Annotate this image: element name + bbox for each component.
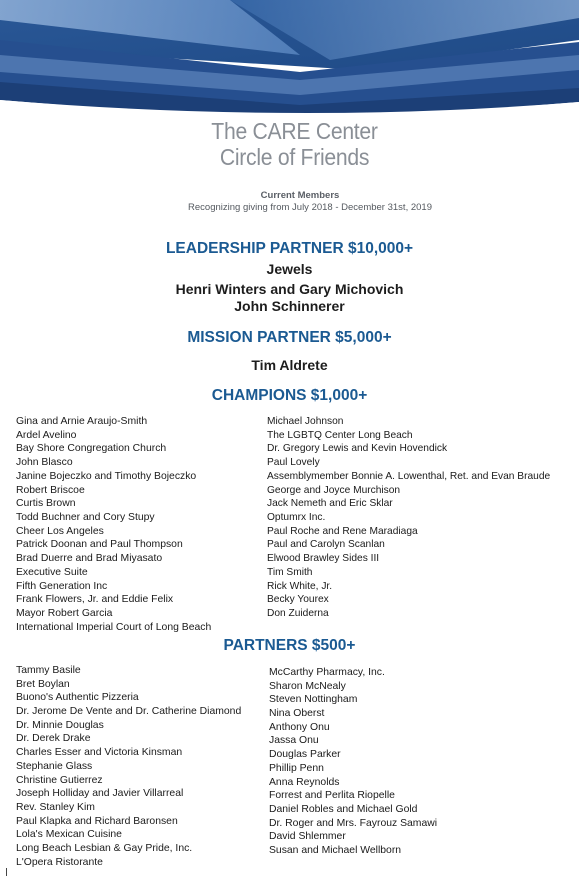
list-item: Nina Oberst <box>269 708 325 720</box>
partners-list-right <box>269 666 437 858</box>
document-title-line2: Circle of Friends <box>219 144 370 170</box>
list-item: Assemblymember Bonnie A. Lowenthal, Ret. and Evan Braude <box>267 470 551 482</box>
leadership-name: Jewels <box>266 261 313 277</box>
list-item: David Shlemmer <box>269 831 346 843</box>
list-item: Jassa Onu <box>269 735 319 747</box>
list-item: Robert Briscoe <box>16 484 85 496</box>
list-item: Long Beach Lesbian & Gay Pride, Inc. <box>16 842 193 854</box>
list-item: Paul Roche and Rene Maradiaga <box>267 525 418 537</box>
list-item: Paul Lovely <box>267 457 320 469</box>
list-item: Douglas Parker <box>269 749 341 761</box>
list-item: Becky Yourex <box>267 594 329 606</box>
list-item: Tim Smith <box>267 566 313 578</box>
list-item: Bret Boylan <box>16 678 70 690</box>
leadership-name: Henri Winters and Gary Michovich <box>175 281 404 297</box>
list-item: L'Opera Ristorante <box>16 856 103 868</box>
list-item: Rick White, Jr. <box>267 580 333 592</box>
list-item: Michael Johnson <box>267 416 344 427</box>
list-item: Brad Duerre and Brad Miyasato <box>16 553 163 565</box>
list-item: Patrick Doonan and Paul Thompson <box>16 539 183 551</box>
list-item: Todd Buchner and Cory Stupy <box>16 512 155 524</box>
champions-list-left <box>16 415 211 635</box>
list-item: Rev. Stanley Kim <box>16 801 95 813</box>
tier-heading-partners: PARTNERS $500+ <box>223 637 356 654</box>
list-item: Buono's Authentic Pizzeria <box>16 692 139 704</box>
leadership-name: John Schinnerer <box>234 298 345 314</box>
list-item: Anna Reynolds <box>269 776 340 788</box>
list-item: International Imperial Court of Long Beach <box>16 621 212 633</box>
list-item: Don Zuiderna <box>267 608 329 620</box>
list-item: Dr. Minnie Douglas <box>16 719 104 731</box>
list-item: Mayor Robert Garcia <box>16 608 113 620</box>
list-item: Executive Suite <box>16 566 88 578</box>
list-item: Stephanie Glass <box>16 760 93 772</box>
document-title-line1: The CARE Center <box>211 118 378 144</box>
list-item: Optumrx Inc. <box>267 512 326 524</box>
mission-name: Tim Aldrete <box>251 357 328 373</box>
list-item: Paul and Carolyn Scanlan <box>267 539 385 551</box>
list-item: Dr. Gregory Lewis and Kevin Hovendick <box>267 443 448 455</box>
list-item: Christine Gutierrez <box>16 774 103 786</box>
header-banner <box>0 0 579 125</box>
list-item: Phillip Penn <box>269 762 324 774</box>
list-item: Jack Nemeth and Eric Sklar <box>267 498 393 510</box>
list-item: Fifth Generation Inc <box>16 580 108 592</box>
list-item: Paul Klapka and Richard Baronsen <box>16 815 178 827</box>
list-item: Dr. Jerome De Vente and Dr. Catherine Diamond <box>16 706 242 718</box>
list-item: Gina and Arnie Araujo-Smith <box>16 416 148 427</box>
partners-list-left <box>16 664 241 869</box>
list-item: John Blasco <box>16 457 73 469</box>
list-item: Sharon McNealy <box>269 680 346 692</box>
list-item: Janine Bojeczko and Timothy Bojeczko <box>16 470 197 482</box>
list-item: Tammy Basile <box>16 665 81 676</box>
list-item: Elwood Brawley Sides III <box>267 553 380 565</box>
tier-heading-mission: MISSION PARTNER $5,000+ <box>187 329 392 346</box>
list-item: Joseph Holliday and Javier Villarreal <box>16 788 184 800</box>
list-item: Dr. Roger and Mrs. Fayrouz Samawi <box>269 817 438 829</box>
list-item: McCarthy Pharmacy, Inc. <box>269 667 385 678</box>
list-item: Bay Shore Congregation Church <box>16 443 167 455</box>
list-item: George and Joyce Murchison <box>267 484 401 496</box>
list-item: Curtis Brown <box>16 498 76 510</box>
list-item: Frank Flowers, Jr. and Eddie Felix <box>16 594 174 606</box>
list-item: Cheer Los Angeles <box>16 525 104 537</box>
list-item: Daniel Robles and Michael Gold <box>269 803 418 815</box>
tier-heading-champions: CHAMPIONS $1,000+ <box>211 387 368 404</box>
list-item: Dr. Derek Drake <box>16 733 91 745</box>
champions-list-right <box>267 415 550 621</box>
list-item: Charles Esser and Victoria Kinsman <box>16 747 183 759</box>
list-item: Forrest and Perlita Riopelle <box>269 790 395 802</box>
list-item: Ardel Avelino <box>16 429 77 441</box>
list-item: Lola's Mexican Cuisine <box>16 829 122 841</box>
page-edge-mark <box>6 868 7 876</box>
list-item: The LGBTQ Center Long Beach <box>267 429 413 441</box>
document-subtitle: Current Members <box>260 190 340 201</box>
list-item: Anthony Onu <box>269 721 330 733</box>
list-item: Steven Nottingham <box>269 694 358 706</box>
giving-period: Recognizing giving from July 2018 - December 31st, 2019 <box>188 202 432 213</box>
tier-heading-leadership: LEADERSHIP PARTNER $10,000+ <box>165 240 414 257</box>
list-item: Susan and Michael Wellborn <box>269 844 402 856</box>
